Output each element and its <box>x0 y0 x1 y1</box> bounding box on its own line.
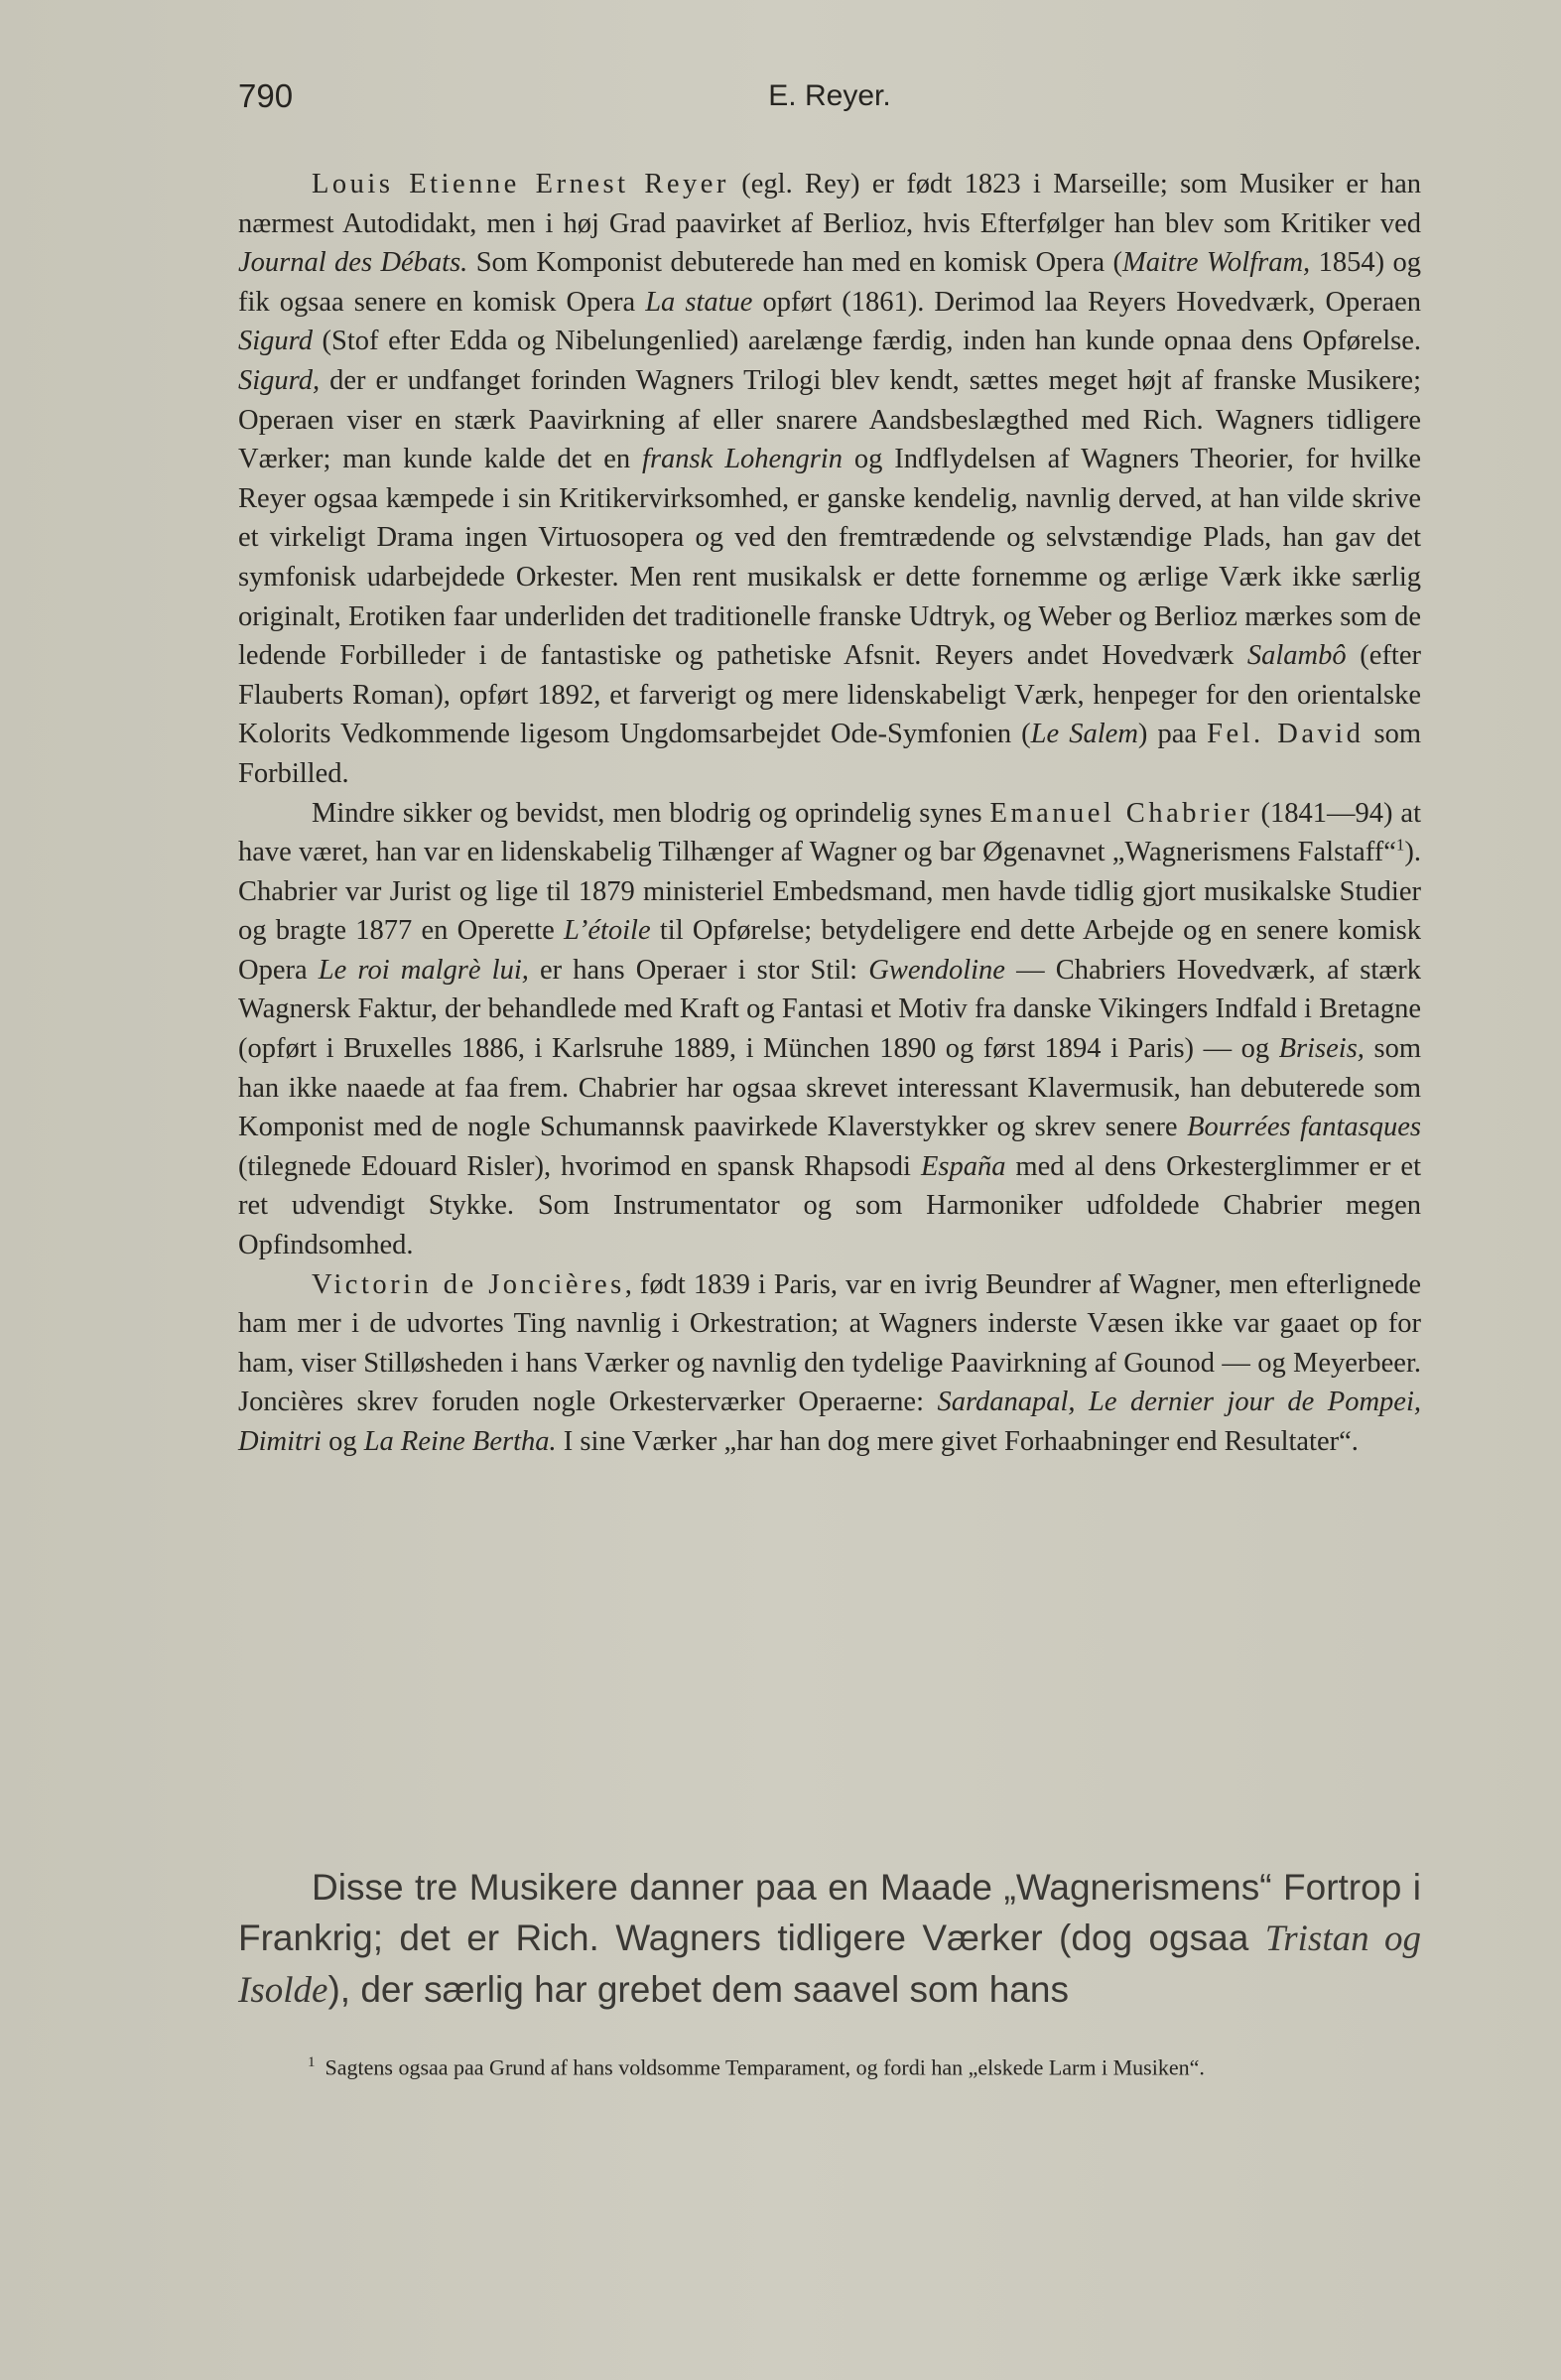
running-title: E. Reyer. <box>768 79 891 112</box>
footnote-text: Sagtens ogsaa paa Grund af hans voldsomme Temparament, og fordi han „elskede Larm i Musiken“. <box>325 2054 1205 2080</box>
work-title: Sardanapal, Le dernier jour de Pompei, Dimitri <box>238 1387 1421 1457</box>
work-title: Briseis, <box>1278 1033 1365 1065</box>
work-title: Le Salem <box>1030 719 1138 750</box>
person-name: Emanuel Chabrier <box>989 797 1253 829</box>
work-title: La statue <box>645 286 753 318</box>
summary-paragraph: Disse tre Musikere danner paa en Maade „Wagnerismens“ Fortrop i Frankrig; det er Rich. Wagners tidligere Værker (dog ogsaa Tristan og Isolde), der særlig har grebet dem saavel som hans <box>238 1867 1421 2011</box>
work-title: Bourrées fantasques <box>1187 1112 1421 1143</box>
work-title: Salambô <box>1246 640 1347 672</box>
footnote-reference: 1 <box>1395 835 1405 855</box>
work-title: Journal des Débats. <box>238 247 468 279</box>
person-name: Louis Etienne Ernest Reyer <box>312 169 729 199</box>
work-title: fransk Lohengrin <box>642 444 843 475</box>
footnote <box>308 2047 1421 2083</box>
footnote-marker: 1 <box>308 2054 316 2070</box>
work-title: Gwendoline <box>868 954 1005 986</box>
work-title: España <box>920 1150 1006 1182</box>
page-header <box>238 77 1421 129</box>
person-name: Fel. David <box>1207 719 1365 750</box>
person-name: Victorin de Joncières <box>312 1268 625 1300</box>
work-title: La Reine Bertha. <box>363 1426 557 1457</box>
paragraph-chabrier: Mindre sikker og bevidst, men blodrig og oprindelig synes Emanuel Chabrier (1841—94) at have været, han var en lidenskabelig Tilhænger af Wagner og bar Øgenavnet „Wagnerismens Falstaff“$^1$). Chabrier var Jurist og lige til 1879 ministeriel Embedsmand, men havde tidlig gjort musikalske Studier og bragte 1877 en Operette L’étoile til Opførelse; betydeligere end dette Arbejde og en senere komisk Opera Le roi malgrè lui, er hans Operaer i stor Stil: Gwendoline — Chabriers Hovedværk, af stærk Wagnersk Faktur, der behandlede med Kraft og Fantasi et Motiv fra danske Vikingers Indfald i Bretagne (opført i Bruxelles 1886, i Karlsruhe 1889, i München 1890 og først 1894 i Paris) — og Briseis, som han ikke naaede at faa frem. Chabrier har ogsaa skrevet interessant Klavermusik, han debuterede som Komponist med de nogle Schumannsk paavirkede Klaverstykker og skrev senere Bourrées fantasques (tilegnede Edouard Risler), hvorimod en spansk Rhapsodi España med al dens Orkesterglimmer er et ret udvendigt Stykke. Som Instrumentator og som Harmoniker udfoldede Chabrier megen Opfindsomhed. <box>238 797 1422 1261</box>
page-number: 790 <box>238 77 294 114</box>
paragraph-joncieres: Victorin de Joncières, født 1839 i Paris, var en ivrig Beundrer af Wagner, men efterlignede ham mer i de udvortes Ting navnlig i Orkestration; at Wagners inderste Væsen ikke var gaaet op for ham, viser Stilløsheden i hans Værker og navnlig den tydelige Paavirkning af Gounod — og Meyerbeer. Joncières skrev foruden nogle Orkesterværker Operaerne: Sardanapal, Le dernier jour de Pompei, Dimitri og La Reine Bertha. I sine Værker „har han dog mere givet Forhaabninger end Resultater“. <box>238 1268 1421 1457</box>
work-title: Maitre Wolfram, <box>1122 247 1311 279</box>
work-title: Sigurd, <box>238 364 321 396</box>
body-text <box>238 165 1421 1462</box>
paragraph-reyer: Louis Etienne Ernest Reyer (egl. Rey) er født 1823 i Marseille; som Musiker er han nærmest Autodidakt, men i høj Grad paavirket af Berlioz, hvis Efterfølger han blev som Kritiker ved Journal des Débats. Som Komponist debuterede han med en komisk Opera (Maitre Wolfram, 1854) og fik ogsaa senere en komisk Opera La statue opført (1861). Derimod laa Reyers Hovedværk, Operaen Sigurd (Stof efter Edda og Nibelungenlied) aarelænge færdig, inden han kunde opnaa dens Opførelse. Sigurd, der er undfanget forinden Wagners Trilogi blev kendt, sættes meget højt af franske Musikere; Operaen viser en stærk Paavirkning af eller snarere Aandsbeslægthed med Rich. Wagners tidligere Værker; man kunde kalde det en fransk Lohengrin og Indflydelsen af Wagners Theorier, for hvilke Reyer ogsaa kæmpede i sin Kritikervirksomhed, er ganske kendelig, navnlig derved, at han vilde skrive et virkeligt Drama ingen Virtuosopera og ved den fremtrædende og selvstændige Plads, han gav det symfonisk udarbejdede Orkester. Men rent musikalsk er dette fornemme og ærlige Værk ikke særlig originalt, Erotiken faar underliden det traditionelle franske Udtryk, og Weber og Berlioz mærkes som de ledende Forbilleder i de fantastiske og pathetiske Afsnit. Reyers andet Hovedværk Salambô (efter Flauberts Roman), opført 1892, et farverigt og mere lidenskabeligt Værk, henpeger for den orientalske Kolorits Vedkommende ligesom Ungdomsarbejdet Ode-Symfonien (Le Salem) paa Fel. David som Forbilled. <box>238 169 1421 789</box>
work-title: Tristan og Isolde <box>238 1918 1421 2011</box>
work-title: Sigurd <box>238 326 313 357</box>
work-title: Le roi malgrè lui, <box>318 954 529 986</box>
work-title: L’étoile <box>564 915 651 947</box>
